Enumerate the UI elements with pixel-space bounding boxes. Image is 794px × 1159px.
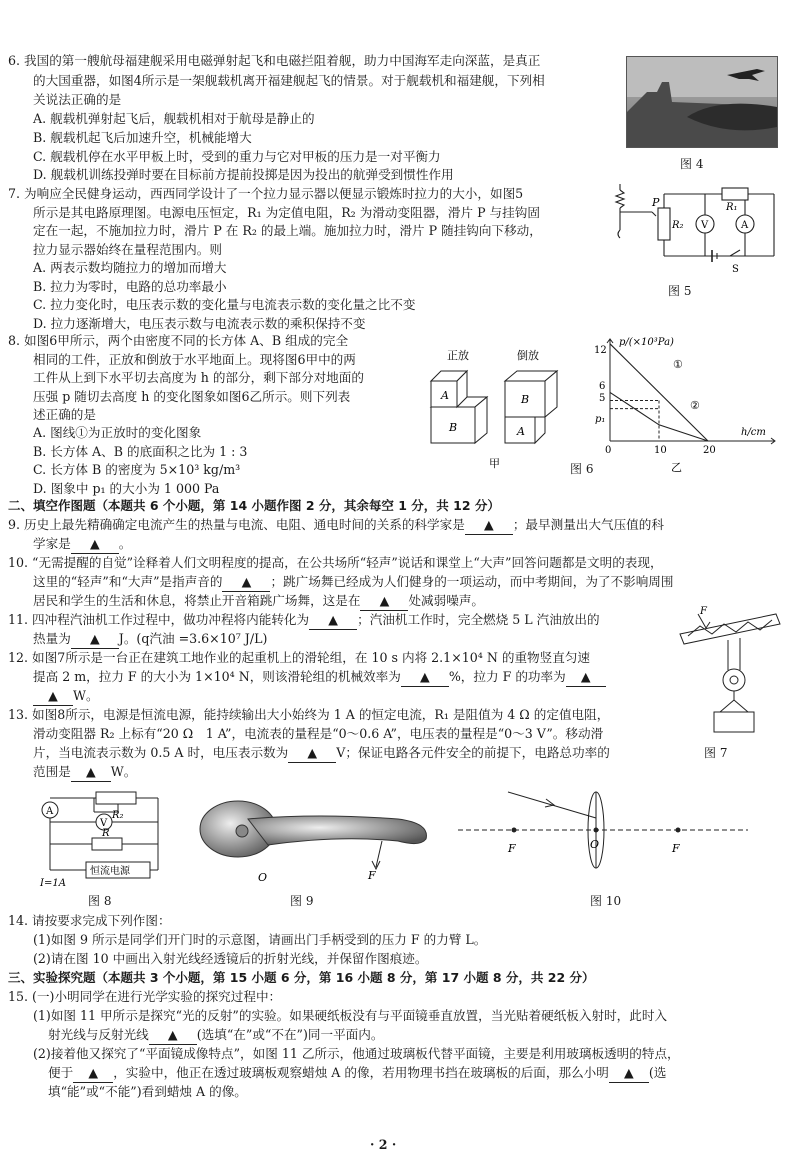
- answer-blank[interactable]: ▲: [465, 516, 513, 535]
- fig4-caption: 图 4: [680, 157, 704, 171]
- r2-resistor: [658, 208, 670, 240]
- q10-line2: [33, 573, 673, 592]
- fig10-caption: 图 10: [590, 894, 622, 908]
- fig6-caption: 图 6: [570, 462, 594, 476]
- tick-y-6: 6: [599, 381, 606, 392]
- answer-blank[interactable]: ▲: [309, 611, 357, 630]
- q11-line1: [8, 611, 600, 630]
- label-r-fig8: R: [102, 828, 110, 839]
- q6-stem-line3: 关说法正确的是: [33, 92, 122, 107]
- q11-line2: [33, 630, 267, 649]
- label-zhengfang: 正放: [447, 349, 469, 362]
- q13-line3: [33, 744, 610, 763]
- block-a-upright: A: [441, 389, 449, 402]
- q7-stem-line3: 定在一起，不施加拉力时，滑片 P 在 R₂ 的最上端。施加拉力时，滑片 P 随挂钩向下移动，: [33, 223, 542, 238]
- tick-x-0: 0: [605, 445, 612, 456]
- answer-blank[interactable]: ▲: [222, 573, 270, 592]
- r1-resistor: [722, 188, 748, 200]
- label-optical-center: O: [590, 838, 600, 851]
- q7-option-c: C. 拉力变化时，电压表示数的变化量与电流表示数的变化量之比不变: [33, 297, 416, 312]
- q11-text2: ；汽油机工作时，完全燃烧 5 L 汽油放出的: [357, 612, 600, 627]
- q11-text3: 热量为: [33, 631, 71, 646]
- q12-line1: 12. 如图7所示是一台正在建筑工地作业的起重机上的滑轮组，在 10 s 内将 2.1×10⁴ N 的重物竖直匀速: [8, 650, 591, 665]
- q13-text1: 片，当电流表示数为 0.5 A 时，电压表示数为: [33, 745, 289, 760]
- q9-text3: 学家是: [33, 536, 71, 551]
- q6-option-d: D. 舰载机训练投弹时要在目标前方提前投掷是因为投出的航弹受到惯性作用: [33, 167, 454, 182]
- q6-option-b: B. 舰载机起飞后加速升空，机械能增大: [33, 130, 252, 145]
- answer-blank[interactable]: ▲: [73, 1064, 113, 1083]
- q10-line1: 10. “无需提醒的自觉”诠释着人们文明程度的提高，在公共场所“轻声”说话和课堂上“大声”回答问题都是文明的表现，: [8, 555, 663, 570]
- q8-option-d: D. 图象中 p₁ 的大小为 1 000 Pa: [33, 481, 220, 496]
- label-r1: R₁: [726, 202, 738, 213]
- q13-line2: 滑动变阻器 R₂ 上标有“20 Ω 1 A”，电流表的量程是“0～0.6 A”，电压表的量程是“0～3 V”。移动滑: [33, 726, 604, 741]
- q8-stem-line2: 相同的工件，正放和倒放于水平地面上。现将图6甲中的两: [33, 352, 356, 367]
- block-a-inverted: A: [517, 425, 525, 438]
- fig8-circuit-diagram: [38, 788, 178, 888]
- q14-line1: 14. 请按要求完成下列作图：: [8, 913, 171, 928]
- q7-stem-line2: 所示是其电路原理图。电源电压恒定，R₁ 为定值电阻，R₂ 为滑动变阻器，滑片 P 与挂钩固: [33, 205, 540, 220]
- section2-heading: 二、填空作图题（本题共 6 个小题，第 14 小题作图 2 分，其余每空 1 分，共 12 分）: [8, 498, 500, 513]
- answer-blank[interactable]: ▲: [401, 668, 449, 687]
- label-a: A: [741, 220, 749, 231]
- spring: [616, 190, 624, 208]
- q8-option-b: B. 长方体 A、B 的底面积之比为 1 : 3: [33, 444, 248, 459]
- fig5-caption: 图 5: [668, 284, 692, 298]
- q7-option-d: D. 拉力逐渐增大，电压表示数与电流表示数的乘积保持不变: [33, 316, 366, 331]
- answer-blank[interactable]: ▲: [566, 668, 606, 687]
- label-daofang: 倒放: [517, 349, 539, 362]
- fig10-lens-diagram: [458, 790, 748, 890]
- q6-stem-line2: 的大国重器，如图4所示是一架舰载机离开福建舰起飞的情景。对于舰载机和福建舰，下列相: [33, 73, 545, 88]
- label-focus-right: F: [672, 842, 680, 855]
- q15-line3: [48, 1026, 383, 1045]
- fig6-yi-chart: [585, 333, 785, 473]
- q6-option-c: C. 舰载机停在水平甲板上时，受到的重力与它对甲板的压力是一对平衡力: [33, 149, 441, 164]
- q6-option-a: A. 舰载机弹射起飞后，舰载机相对于航母是静止的: [33, 111, 315, 126]
- label-force-f-fig9: F: [368, 869, 376, 882]
- answer-blank[interactable]: ▲: [71, 535, 119, 554]
- q15-line2: (1)如图 11 甲所示是探究“光的反射”的实验。如果硬纸板没有与平面镜垂直放置，当光贴着硬纸板入射时，此时入: [33, 1008, 668, 1023]
- tick-y-12: 12: [594, 345, 607, 356]
- answer-blank[interactable]: ▲: [288, 744, 336, 763]
- fig6-jia-blocks: [425, 345, 575, 470]
- label-ammeter: A: [46, 806, 54, 817]
- q7-option-a: A. 两表示数均随拉力的增加而增大: [33, 260, 227, 275]
- q15-line1: 15. (一)小明同学在进行光学实验的探究过程中：: [8, 989, 282, 1004]
- q8-option-c: C. 长方体 B 的密度为 5×10³ kg/m³: [33, 462, 241, 477]
- carrier-jet-photo: [626, 56, 778, 148]
- q13-text3: 范围是: [33, 764, 71, 779]
- block-b-upright: B: [449, 421, 458, 434]
- q10-text1: 这里的“轻声”和“大声”是指声音的: [33, 574, 223, 589]
- q11-text4: J。(q汽油 =3.6×10⁷ J/L): [118, 631, 268, 646]
- tick-y-5: 5: [599, 393, 606, 404]
- q12-line2: [33, 668, 606, 687]
- label-r2-fig8: R₂: [112, 810, 124, 821]
- series-label-1: ①: [673, 358, 683, 371]
- fig7-caption: 图 7: [704, 746, 728, 760]
- q13-line4: [33, 763, 136, 782]
- q15-line6: 填“能”或“不能”)看到蜡烛 A 的像。: [48, 1084, 247, 1099]
- q8-option-a: A. 图线①为正放时的变化图象: [33, 425, 202, 440]
- q9-text4: 。: [118, 536, 132, 551]
- q8-stem-line5: 述正确的是: [33, 407, 96, 422]
- label-voltmeter: V: [100, 818, 108, 829]
- label-focus-left: F: [508, 842, 516, 855]
- q12-text2: %，拉力 F 的功率为: [448, 669, 566, 684]
- label-current-i: I=1A: [40, 878, 66, 888]
- q7-stem-line4: 拉力显示器始终在量程范围内。则: [33, 242, 222, 257]
- answer-blank[interactable]: ▲: [149, 1026, 197, 1045]
- q10-line3: [33, 592, 484, 611]
- answer-blank[interactable]: ▲: [609, 1064, 649, 1083]
- q14-line3: (2)请在图 10 中画出入射光线经透镜后的折射光线，并保留作图痕迹。: [33, 951, 428, 966]
- q12-line3: [33, 687, 99, 706]
- answer-blank[interactable]: ▲: [71, 630, 119, 649]
- tick-x-10: 10: [654, 445, 667, 456]
- label-v: V: [701, 220, 709, 231]
- tick-x-20: 20: [703, 445, 716, 456]
- q15-text5: (选: [648, 1065, 667, 1080]
- q10-text2: ；跳广场舞已经成为人们健身的一项运动，而中考期间，为了不影响周围: [270, 574, 674, 589]
- q8-stem-line3: 工件从上到下水平切去高度为 h 的部分，剩下部分对地面的: [33, 370, 364, 385]
- q13-line1: 13. 如图8所示，电源是恒流电源，能持续输出大小始终为 1 A 的恒定电流，R₁ 是阻值为 4 Ω 的定值电阻，: [8, 707, 610, 722]
- label-force-f: F: [700, 606, 707, 617]
- answer-blank[interactable]: ▲: [33, 687, 73, 706]
- label-s: S: [732, 264, 739, 275]
- fig9-door-handle: [198, 795, 438, 885]
- label-jia: 甲: [489, 457, 500, 470]
- q7-stem-line1: 7. 为响应全民健身运动，西西同学设计了一个拉力显示器以便显示锻炼时拉力的大小，如图5: [8, 186, 524, 201]
- tick-y-p1: p₁: [595, 414, 606, 425]
- series-label-2: ②: [690, 399, 700, 412]
- q8-stem-line4: 压强 p 随切去高度 h 的变化图象如图6乙所示。则下列表: [33, 389, 351, 404]
- fig9-caption: 图 9: [290, 894, 314, 908]
- q9-line2: [33, 535, 131, 554]
- label-r2: R₂: [672, 220, 684, 231]
- q10-text4: 处减弱噪声。: [408, 593, 484, 608]
- answer-blank[interactable]: ▲: [360, 592, 408, 611]
- q15-line4: (2)接着他又探究了“平面镜成像特点”，如图 11 乙所示，他通过玻璃板代替平面镜，主要是利用玻璃板透明的特点，: [33, 1046, 680, 1061]
- q13-text2: V；保证电路各元件安全的前提下，电路总功率的: [336, 745, 610, 760]
- q15-text1: 射光线与反射光线: [48, 1027, 149, 1042]
- q15-text4: ，实验中，他正在透过玻璃板观察蜡烛 A 的像，若用物理书挡在玻璃板的后面，那么小明: [113, 1065, 609, 1080]
- fig8-caption: 图 8: [88, 894, 112, 908]
- q13-text4: W。: [110, 764, 137, 779]
- label-constant-current-source: 恒流电源: [90, 866, 130, 877]
- answer-blank[interactable]: ▲: [71, 763, 111, 782]
- section3-heading: 三、实验探究题（本题共 3 个小题，第 15 小题 6 分，第 16 小题 8 分，第 17 小题 8 分，共 22 分）: [8, 970, 595, 985]
- fig5-circuit-diagram: [612, 182, 782, 282]
- q8-stem-line1: 8. 如图6甲所示，两个由密度不同的长方体 A、B 组成的完全: [8, 333, 349, 348]
- q7-option-b: B. 拉力为零时，电路的总功率最小: [33, 279, 227, 294]
- q12-text3: W。: [73, 688, 99, 703]
- q12-text1: 提高 2 m，拉力 F 的大小为 1×10⁴ N，则该滑轮组的机械效率为: [33, 669, 401, 684]
- page-number: · 2 ·: [370, 1137, 397, 1152]
- q15-text3: 便于: [48, 1065, 74, 1080]
- q15-text2: (选填“在”或“不在”)同一平面内。: [196, 1027, 384, 1042]
- block-b-inverted: B: [521, 393, 530, 406]
- carrier-jet-illustration: [627, 57, 777, 147]
- q14-line2: (1)如图 9 所示是同学们开门时的示意图，请画出门手柄受到的压力 F 的力臂 L。: [33, 932, 487, 947]
- fig7-pulley-diagram: [676, 604, 786, 736]
- q15-line5: [48, 1064, 666, 1083]
- q9-text1: 9. 历史上最先精确确定电流产生的热量与电流、电阻、通电时间的关系的科学家是: [8, 517, 465, 532]
- q11-text1: 11. 四冲程汽油机工作过程中，做功冲程将内能转化为: [8, 612, 310, 627]
- q10-text3: 居民和学生的生活和休息，将禁止开音箱跳广场舞，这是在: [33, 593, 361, 608]
- q9-text2: ；最早测量出大气压值的科: [512, 517, 664, 532]
- label-yi: 乙: [671, 461, 682, 473]
- label-p: P: [652, 196, 660, 209]
- q6-stem-line1: 6. 我国的第一艘航母福建舰采用电磁弹射起飞和电磁拦阻着舰，助力中国海军走向深蓝，是真正: [8, 53, 541, 68]
- chart-xlabel: h/cm: [741, 427, 766, 438]
- q9-line1: [8, 516, 664, 535]
- chart-ylabel: p/(×10³Pa): [619, 337, 674, 348]
- label-pivot-o: O: [258, 871, 268, 884]
